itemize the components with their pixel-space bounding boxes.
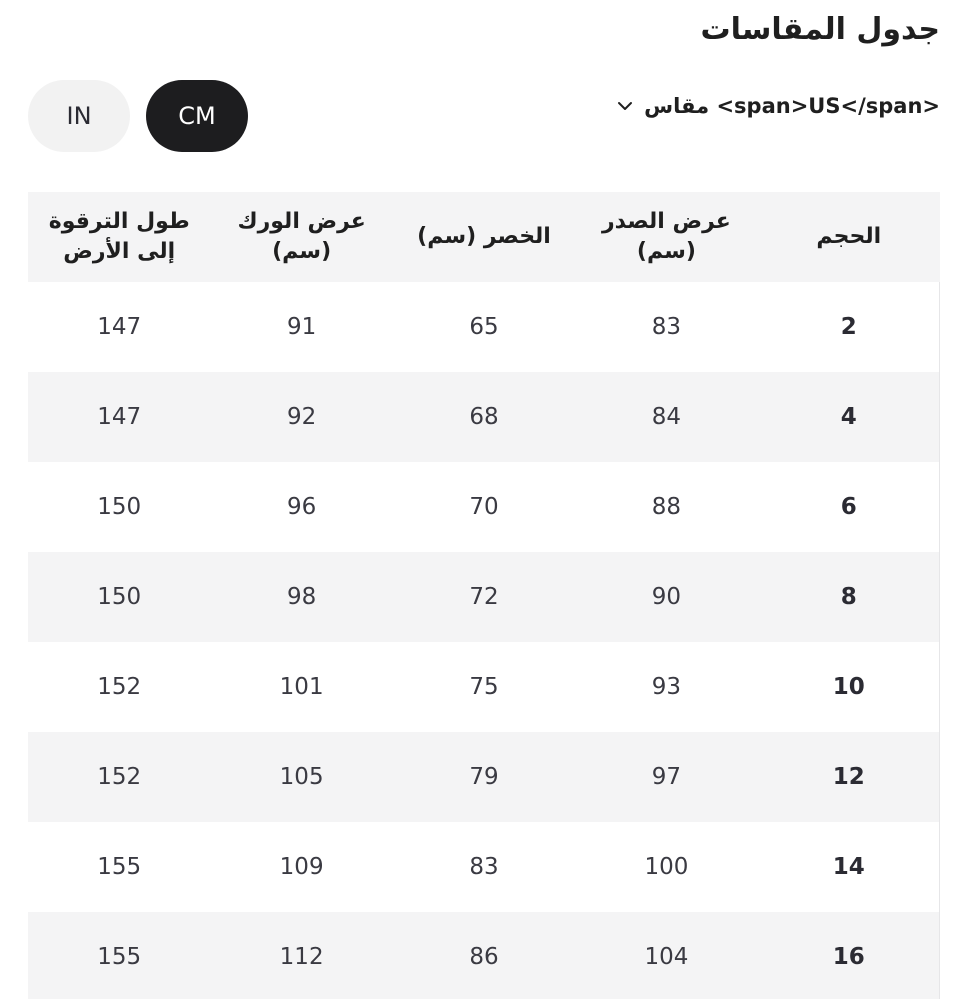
hips-cell: 91 [286, 314, 317, 340]
controls-bar [28, 80, 940, 152]
unit-in-button[interactable]: IN [28, 80, 130, 152]
waist-cell: 83 [469, 854, 499, 880]
length-cell: 152 [97, 764, 142, 790]
bust-cell: 104 [644, 944, 689, 970]
size-cell: 4 [840, 404, 857, 430]
size-cell: 2 [840, 314, 857, 340]
size-table [28, 192, 940, 999]
length-cell: 152 [97, 674, 142, 700]
waist-cell: 79 [469, 764, 499, 790]
bust-cell: 100 [644, 854, 689, 880]
size-cell: 10 [832, 674, 865, 700]
header-hips: عرض الورك (سم) [237, 209, 366, 264]
table-row [28, 642, 940, 732]
size-cell: 6 [840, 494, 857, 520]
table-row [28, 372, 940, 462]
bust-cell: 83 [651, 314, 682, 340]
waist-cell: 75 [469, 674, 499, 700]
waist-cell: 65 [469, 314, 499, 340]
size-cell: 12 [832, 764, 865, 790]
size-system-label: مقاس <span>US</span> [644, 94, 940, 118]
table-row [28, 282, 940, 372]
hips-cell: 105 [279, 764, 324, 790]
waist-cell: 72 [469, 584, 499, 610]
length-cell: 147 [97, 404, 142, 430]
hips-cell: 101 [279, 674, 324, 700]
size-cell: 8 [840, 584, 857, 610]
waist-cell: 68 [469, 404, 499, 430]
hips-cell: 92 [286, 404, 317, 430]
bust-cell: 88 [651, 494, 682, 520]
hips-cell: 98 [286, 584, 317, 610]
length-cell: 155 [97, 944, 142, 970]
size-chart [28, 192, 940, 999]
size-system-dropdown[interactable] [616, 94, 940, 118]
size-cell: 14 [832, 854, 865, 880]
chevron-down-icon [616, 97, 634, 115]
length-cell: 150 [97, 584, 142, 610]
unit-toggle [28, 80, 248, 152]
length-cell: 147 [97, 314, 142, 340]
unit-cm-button[interactable]: CM [146, 80, 248, 152]
bust-cell: 93 [651, 674, 682, 700]
header-bust: عرض الصدر (سم) [602, 209, 731, 264]
header-waist: الخصر (سم) [417, 224, 551, 249]
bust-cell: 84 [651, 404, 682, 430]
table-row [28, 822, 940, 912]
length-cell: 150 [97, 494, 142, 520]
page-title: جدول المقاسات [700, 12, 940, 47]
table-row [28, 732, 940, 822]
hips-cell: 96 [286, 494, 317, 520]
table-right-border [939, 282, 940, 999]
table-row [28, 552, 940, 642]
waist-cell: 86 [469, 944, 499, 970]
waist-cell: 70 [469, 494, 499, 520]
table-row [28, 462, 940, 552]
table-header-row [28, 192, 940, 282]
hips-cell: 109 [279, 854, 324, 880]
bust-cell: 90 [651, 584, 682, 610]
header-size: الحجم [816, 224, 882, 249]
size-cell: 16 [832, 944, 865, 970]
bust-cell: 97 [651, 764, 682, 790]
table-row [28, 912, 940, 999]
header-hollow-to-floor: طول الترقوة إلى الأرض [48, 209, 190, 264]
hips-cell: 112 [279, 944, 324, 970]
length-cell: 155 [97, 854, 142, 880]
